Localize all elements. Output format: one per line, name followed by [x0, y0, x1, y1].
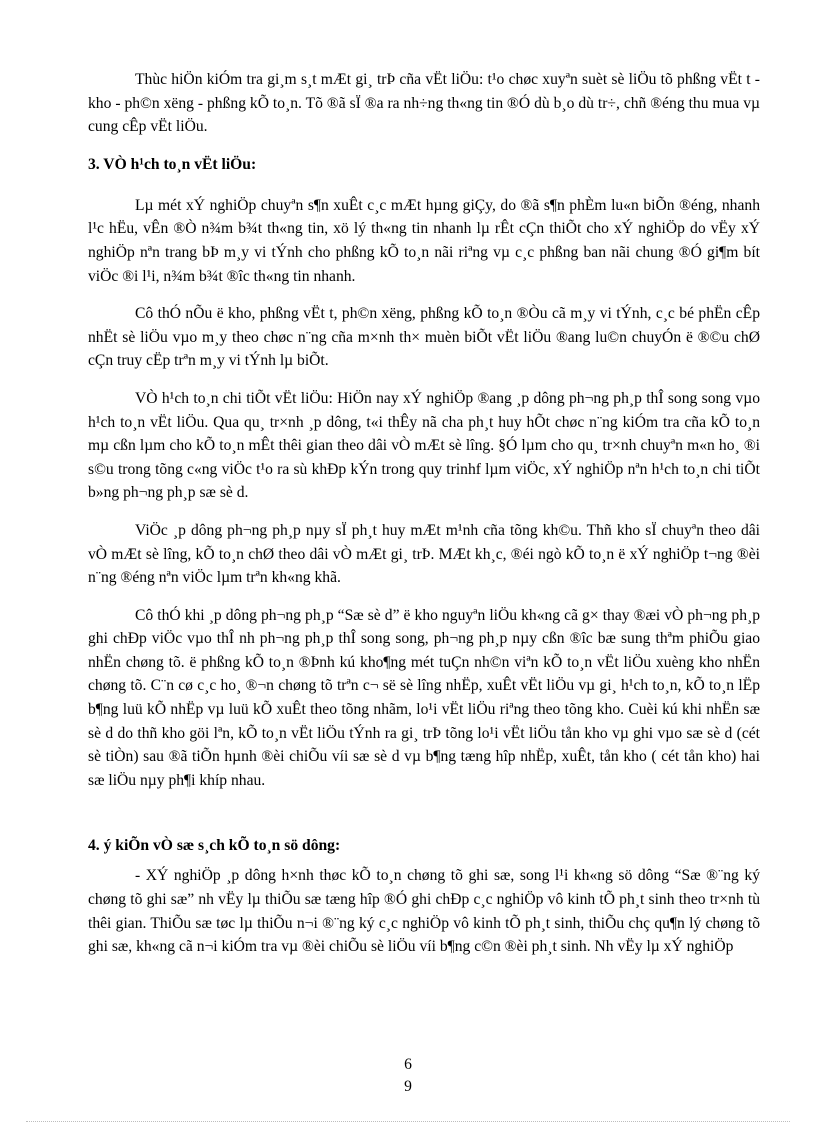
page-number-line-2: 9 [404, 1078, 412, 1095]
paragraph-section3-2: Cô thÓ nÕu ë kho, phßng vËt t, ph©n xëng, phßng kÕ to¸n ®Òu cã m¸y vi tÝnh, c¸c bé phËn cÊp nhËt sè liÖu vµo m¸y theo chøc n¨ng cña m×nh th× muèn biÕt vËt liÖu ®ang lu©n chuyÓn ë ®©u chØ cÇn truy cËp trªn m¸y vi tÝnh lµ biÕt. [88, 305, 760, 370]
paragraph-section4-1: - XÝ nghiÖp ¸p dông h×nh thøc kÕ to¸n chøng tõ ghi sæ, song l¹i kh«ng sö dông “Sæ ®¨ng ký chøng tõ ghi sæ” nh vËy lµ thiÕu sæ tæng hîp ®Ó ghi chÐp c¸c nghiÖp vô kinh tÕ ph¸t sinh theo tr×nh tù thêi gian. ThiÕu sæ tøc lµ thiÕu n¬i ®¨ng ký c¸c nghiÖp vô kinh tÕ ph¸t sinh, thiÕu chç qu¶n lý chøng tõ ghi sæ, kh«ng cã n¬i kiÓm tra vµ ®èi chiÕu sè liÖu víi b¶ng c©n ®èi ph¸t sinh. Nh vËy lµ xÝ nghiÖp [88, 867, 760, 956]
page-number-footer [0, 1054, 816, 1098]
paragraph-section3-5: Cô thÓ khi ¸p dông ph¬ng ph¸p “Sæ sè d” ë kho nguyªn liÖu kh«ng cã g× thay ®æi vÒ ph¬ng ph¸p ghi chÐp viÖc vµo thÎ nh ph¬ng ph¸p thÎ song song, ph¬ng ph¸p nµy cßn ®îc bæ sung thªm phiÕu giao nhËn chøng tõ. ë phßng kÕ to¸n ®Þnh kú kho¶ng mét tuÇn nh©n viªn kÕ to¸n vËt liÖu xuèng kho nhËn chøng tõ. C¨n cø c¸c ho¸ ®¬n chøng tõ trªn c¬ së sè lîng nhËp, xuÊt vËt liÖu vµ gi¸ h¹ch to¸n, kÕ to¸n lËp b¶ng luü kÕ nhËp vµ luü kÕ xuÊt theo tõng nhãm, lo¹i vËt liÖu riªng theo tõng kho. Cuèi kú khi nhËn sæ sè d do thñ kho göi lªn, kÕ to¸n vËt liÖu tÝnh ra gi¸ trÞ tõng lo¹i vËt liÖu tån kho vµ ghi vµo sæ sè d (cét sè tiÒn) sau ®ã tiÕn hµnh ®èi chiÕu víi sæ sè d vµ b¶ng tæng hîp nhËp, xuÊt, tån kho ( cét tån kho) hai sæ liÖu nµy ph¶i khíp nhau. [88, 606, 760, 789]
page-number-line-1: 6 [404, 1056, 412, 1073]
paragraph-section3-4: ViÖc ¸p dông ph¬ng ph¸p nµy sÏ ph¸t huy mÆt m¹nh cña tõng kh©u. Thñ kho sÏ chuyªn theo dâi vÒ mÆt sè lîng, kÕ to¸n chØ theo dâi vÒ mÆt gi¸ trÞ. MÆt kh¸c, ®éi ngò kÕ to¸n ë xÝ nghiÖp t¬ng ®èi n¨ng ®éng nªn viÖc lµm trªn kh«ng khã. [88, 521, 760, 587]
paragraph-section3-3: VÒ h¹ch to¸n chi tiÕt vËt liÖu: HiÖn nay xÝ nghiÖp ®ang ¸p dông ph¬ng ph¸p thÎ song song vµo h¹ch to¸n vËt liÖu. Qua qu¸ tr×nh ¸p dông, t«i thÊy nã cha ph¸t huy hÕt chøc n¨ng kiÓm tra cña kÕ to¸n mµ cßn lµm cho kÕ to¸n mÊt thêi gian theo dâi vÒ mÆt sè lîng. §Ó lµm cho qu¸ tr×nh chuyªn m«n ho¸ ®i s©u trong tõng c«ng viÖc t¹o ra sù khÐp kÝn trong quy trinhf lµm viÖc, xÝ nghiÖp nªn h¹ch to¸n chi tiÕt b»ng ph¬ng ph¸p sæ sè d. [88, 389, 760, 502]
section-heading-4: 4. ý kiÕn vÒ sæ s¸ch kÕ to¸n sö dông: [88, 837, 341, 855]
paragraph-monitoring: Thùc hiÖn kiÓm tra gi¸m s¸t mÆt gi¸ trÞ cña vËt liÖu: t¹o chøc xuyªn suèt sè liÖu tõ phßng vËt t - kho - ph©n xëng - phßng kÕ to¸n. Tõ ®ã sÏ ®a ra nh÷ng th«ng tin ®Ó dù b¸o dù tr÷, chñ ®éng thu mua vµ cung cÊp vËt liÖu. [88, 71, 760, 136]
paragraph-section3-1: Lµ mét xÝ nghiÖp chuyªn s¶n xuÊt c¸c mÆt hµng giÇy, do ®ã s¶n phÈm lu«n biÕn ®éng, nhanh l¹c hËu, vÊn ®Ò n¾m b¾t th«ng tin, xö lý th«ng tin nhanh lµ rÊt cÇn thiÕt cho xÝ nghiÖp do vËy xÝ nghiÖp nªn trang bÞ m¸y vi tÝnh cho phßng kÕ to¸n nãi riªng vµ c¸c phßng ban nãi chung ®Ó gi¶m bít viÖc ®i l¹i, n¾m b¾t ®îc th«ng tin nhanh. [88, 196, 760, 285]
page-bottom-divider [26, 1121, 790, 1122]
section-heading-3: 3. VÒ h¹ch to¸n vËt liÖu: [88, 155, 257, 173]
page-body [88, 68, 760, 973]
